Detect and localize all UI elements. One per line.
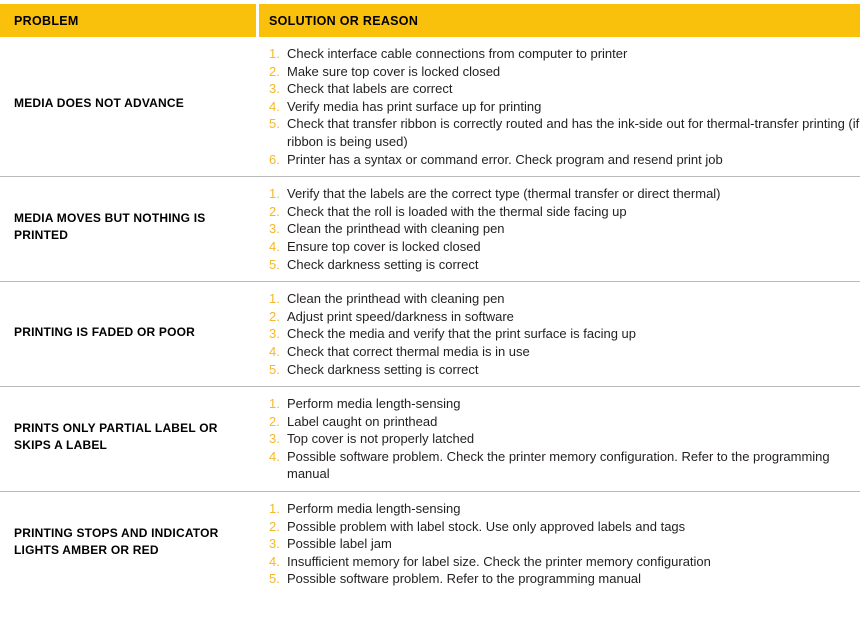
solution-item-text: Possible problem with label stock. Use only approved labels and tags: [287, 518, 686, 534]
solution-item-number: 5.: [269, 256, 280, 272]
cell-problem: [0, 395, 256, 479]
solution-item-number: 4.: [269, 448, 280, 464]
solution-item: [269, 518, 860, 536]
solution-item-text: Clean the printhead with cleaning pen: [287, 291, 505, 307]
solution-item: [269, 220, 860, 238]
troubleshooting-table: [0, 4, 860, 596]
solution-item-number: 5.: [269, 116, 280, 132]
table-row: [0, 282, 860, 386]
solution-item-number: 6.: [269, 151, 280, 167]
solution-item-number: 3.: [269, 326, 280, 342]
table-row: [0, 492, 860, 596]
solution-item-number: 3.: [269, 221, 280, 237]
solution-item: [269, 535, 860, 553]
solution-item-text: Check that correct thermal media is in use: [287, 343, 530, 359]
solution-item: [269, 570, 860, 588]
solution-item-number: 4.: [269, 238, 280, 254]
solution-item-number: 3.: [269, 81, 280, 97]
table-body: [0, 37, 860, 596]
cell-solution: [256, 45, 860, 168]
solution-item-text: Check that the roll is loaded with the thermal side facing up: [287, 203, 627, 219]
cell-problem: [0, 45, 256, 161]
solution-item-text: Top cover is not properly latched: [287, 431, 475, 447]
solution-item-number: 3.: [269, 431, 280, 447]
solution-item: [269, 80, 860, 98]
problem-label: PRINTS ONLY PARTIAL LABEL OR SKIPS A LABEL: [14, 421, 218, 453]
solution-item-number: 1.: [269, 396, 280, 412]
solution-item-number: 1.: [269, 186, 280, 202]
solution-item-text: Verify that the labels are the correct type (thermal transfer or direct thermal): [287, 186, 721, 202]
solution-list: [269, 290, 860, 378]
solution-item-text: Check the media and verify that the print surface is facing up: [287, 326, 637, 342]
solution-item-text: Printer has a syntax or command error. Check program and resend print job: [287, 151, 723, 167]
solution-item: [269, 395, 860, 413]
solution-item-text: Check darkness setting is correct: [287, 256, 479, 272]
problem-label: MEDIA DOES NOT ADVANCE: [14, 95, 184, 110]
solution-item-text: Make sure top cover is locked closed: [287, 63, 501, 79]
solution-item-number: 2.: [269, 518, 280, 534]
solution-list: [269, 500, 860, 588]
solution-item: [269, 500, 860, 518]
solution-item: [269, 63, 860, 81]
solution-item: [269, 343, 860, 361]
table-header-row: [0, 4, 860, 37]
solution-item-text: Check interface cable connections from computer to printer: [287, 46, 628, 61]
solution-item-text: Possible software problem. Refer to the programming manual: [287, 571, 642, 587]
solution-item: [269, 413, 860, 431]
solution-item-text: Possible software problem. Check the printer memory configuration. Refer to the programming manual: [287, 448, 830, 482]
solution-item-text: Check that labels are correct: [287, 81, 453, 97]
solution-item-text: Verify media has print surface up for printing: [287, 98, 542, 114]
solution-item-number: 2.: [269, 308, 280, 324]
solution-item-text: Adjust print speed/darkness in software: [287, 308, 514, 324]
cell-solution: [256, 500, 860, 588]
solution-item-text: Check darkness setting is correct: [287, 361, 479, 377]
solution-item: [269, 238, 860, 256]
solution-item-number: 3.: [269, 536, 280, 552]
solution-item-number: 1.: [269, 291, 280, 307]
column-header-problem-label: PROBLEM: [14, 13, 79, 28]
solution-item-number: 5.: [269, 361, 280, 377]
table-row: [0, 387, 860, 491]
solution-item: [269, 553, 860, 571]
solution-item: [269, 308, 860, 326]
solution-item: [269, 290, 860, 308]
solution-item: [269, 430, 860, 448]
solution-item-text: Possible label jam: [287, 536, 392, 552]
solution-item-text: Perform media length-sensing: [287, 396, 461, 412]
solution-item: [269, 45, 860, 63]
solution-item: [269, 361, 860, 379]
solution-item-text: Check that transfer ribbon is correctly routed and has the ink-side out for thermal-transfer printing (if ribbon is being used): [287, 116, 860, 149]
solution-item: [269, 115, 860, 150]
solution-item-number: 2.: [269, 203, 280, 219]
problem-label: PRINTING IS FADED OR POOR: [14, 324, 196, 339]
solution-item-number: 4.: [269, 343, 280, 359]
solution-item-number: 2.: [269, 63, 280, 79]
cell-solution: [256, 395, 860, 483]
cell-problem: [0, 185, 256, 269]
solution-item: [269, 256, 860, 274]
problem-label: PRINTING STOPS AND INDICATOR LIGHTS AMBER OR RED: [14, 526, 219, 558]
column-header-problem: [0, 4, 256, 37]
solution-list: [269, 185, 860, 273]
solution-item-text: Clean the printhead with cleaning pen: [287, 221, 505, 237]
cell-problem: [0, 500, 256, 584]
solution-list: [269, 45, 860, 168]
cell-solution: [256, 185, 860, 273]
solution-item-number: 4.: [269, 553, 280, 569]
table-row: [0, 177, 860, 281]
cell-problem: [0, 290, 256, 374]
solution-item: [269, 98, 860, 116]
cell-solution: [256, 290, 860, 378]
solution-item-number: 1.: [269, 501, 280, 517]
solution-item: [269, 203, 860, 221]
column-header-solution-label: SOLUTION OR REASON: [269, 13, 419, 28]
problem-label: MEDIA MOVES BUT NOTHING IS PRINTED: [14, 211, 206, 243]
solution-item-number: 5.: [269, 571, 280, 587]
solution-item: [269, 325, 860, 343]
solution-item-number: 1.: [269, 46, 280, 61]
solution-item: [269, 448, 860, 483]
solution-item: [269, 185, 860, 203]
table-row: [0, 37, 860, 176]
solution-item-text: Ensure top cover is locked closed: [287, 238, 481, 254]
solution-item-text: Insufficient memory for label size. Check the printer memory configuration: [287, 553, 711, 569]
solution-item-text: Label caught on printhead: [287, 413, 438, 429]
solution-list: [269, 395, 860, 483]
solution-item-text: Perform media length-sensing: [287, 501, 461, 517]
solution-item: [269, 151, 860, 169]
solution-item-number: 2.: [269, 413, 280, 429]
column-header-solution: [259, 4, 860, 37]
solution-item-number: 4.: [269, 98, 280, 114]
